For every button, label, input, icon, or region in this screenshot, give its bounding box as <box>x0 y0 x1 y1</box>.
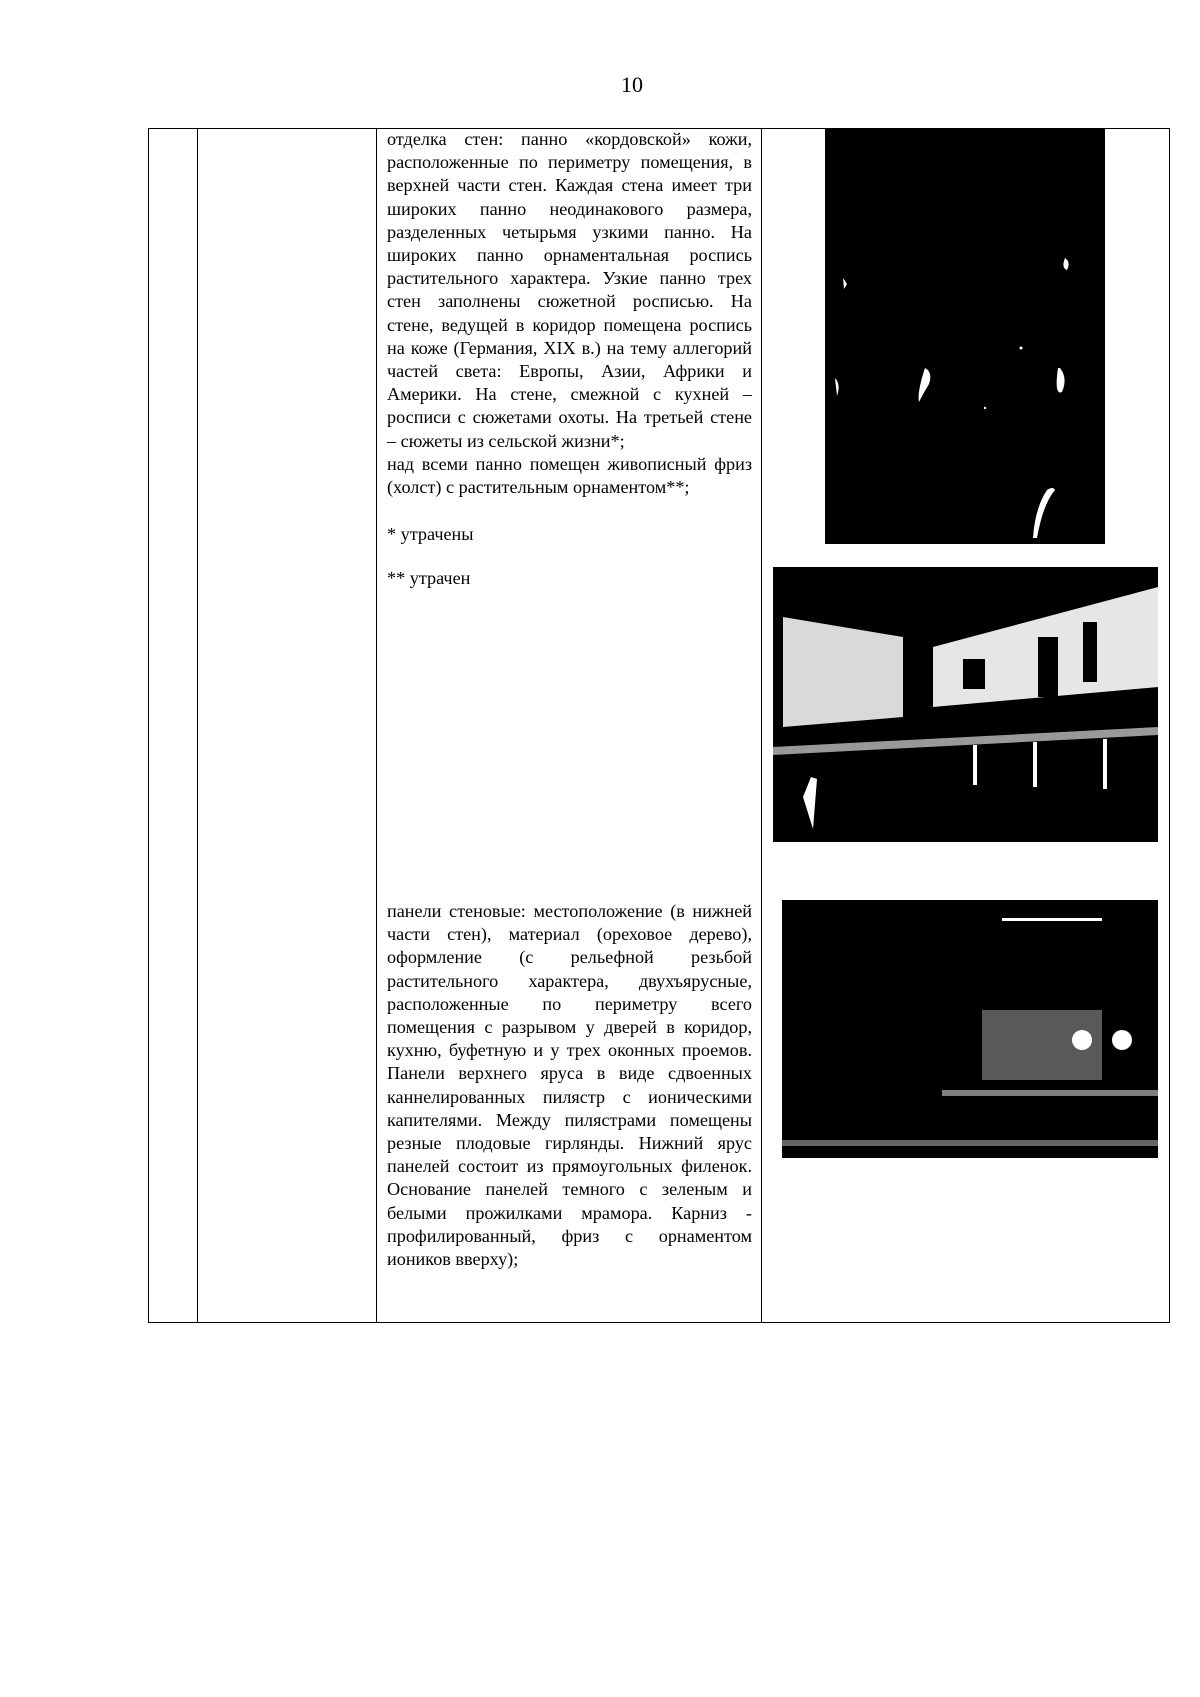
column-divider-1 <box>197 129 198 1322</box>
wall-panels-text: панели стеновые: местоположение (в нижней части стен), материал (ореховое дерево), оформление (с рельефной резьбой растительного характера, двухъярусные, расположенные по периметру всего помещения с разрывом у дверей в коридор, кухню, буфетную и у трех оконных проемов. Панели верхнего яруса в виде сдвоенных каннелированных пилястр с ионическими капителями. Между пилястрами помещены резные плодовые гирлянды. Нижний ярус панелей состоит из прямоугольных филенок. Основание панелей темного с зеленым и белыми прожилками мрамора. Карниз - профилированный, фриз с орнаментом иоников вверху); <box>387 901 752 1270</box>
footnote-lost-plural: * утрачены <box>387 524 474 545</box>
column-divider-3 <box>761 129 762 1322</box>
column-divider-2 <box>376 129 377 1322</box>
photo-room-interior-panels <box>773 567 1158 842</box>
photo-wall-leather-panel <box>825 128 1105 544</box>
photo-wall-panels-interior <box>782 900 1158 1158</box>
description-lower <box>387 900 752 1271</box>
page-number: 10 <box>621 72 643 97</box>
description-upper <box>387 128 752 591</box>
wall-finish-text: отделка стен: панно «кордовской» кожи, расположенные по периметру помещения, в верхней части стен. Каждая стена имеет три широких панно неодинакового размера, разделенных четырьмя узкими панно. На широких панно орнаментальная роспись растительного характера. Узкие панно трех стен заполнены сюжетной росписью. На стене, ведущей в коридор помещена роспись на коже (Германия, XIX в.) на тему аллегорий частей света: Европы, Азии, Африки и Америки. На стене, смежной с кухней – росписи с сюжетами охоты. На третьей стене – сюжеты из сельской жизни*; <box>387 129 752 451</box>
frieze-text: над всеми панно помещен живописный фриз (холст) с растительным орнаментом**; <box>387 453 752 498</box>
footnote-lost-singular: ** утрачен <box>387 568 471 589</box>
